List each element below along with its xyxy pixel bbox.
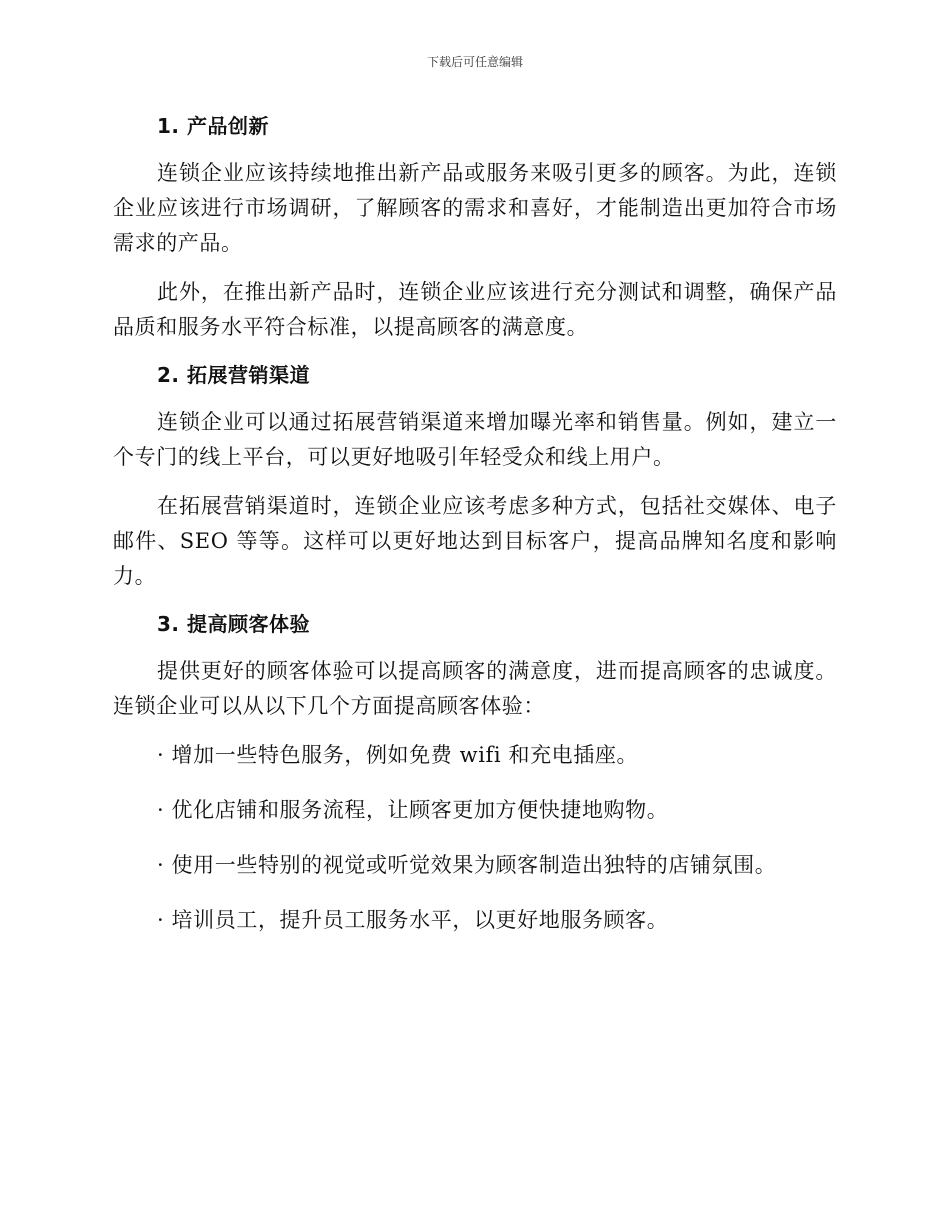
paragraph: 此外，在推出新产品时，连锁企业应该进行充分测试和调整，确保产品品质和服务水平符合标准，以提高顾客的满意度。 xyxy=(113,280,837,339)
page-header: 下载后可任意编辑 xyxy=(426,55,523,69)
section-heading-marketing-channels: 2. 拓展营销渠道 xyxy=(157,363,310,387)
paragraph: 连锁企业可以通过拓展营销渠道来增加曝光率和销售量。例如，建立一个专门的线上平台，可以更好地吸引年轻受众和线上用户。 xyxy=(113,410,837,469)
list-item: · 优化店铺和服务流程，让顾客更加方便快捷地购物。 xyxy=(157,798,669,822)
paragraph: 提供更好的顾客体验可以提高顾客的满意度，进而提高顾客的忠诚度。连锁企业可以从以下几个方面提高顾客体验： xyxy=(113,659,837,718)
list-item: · 增加一些特色服务，例如免费 wifi 和充电插座。 xyxy=(157,743,639,767)
document-body xyxy=(113,110,837,958)
section-heading-customer-experience: 3. 提高顾客体验 xyxy=(157,612,310,636)
list-item: · 使用一些特别的视觉或听觉效果为顾客制造出独特的店铺氛围。 xyxy=(157,853,777,877)
paragraph: 在拓展营销渠道时，连锁企业应该考虑多种方式，包括社交媒体、电子邮件、SEO 等等。这样可以更好地达到目标客户，提高品牌知名度和影响力。 xyxy=(113,494,837,588)
section-heading-product-innovation: 1. 产品创新 xyxy=(157,114,269,138)
list-item: · 培训员工，提升员工服务水平，以更好地服务顾客。 xyxy=(157,908,669,932)
paragraph: 连锁企业应该持续地推出新产品或服务来吸引更多的顾客。为此，连锁企业应该进行市场调研，了解顾客的需求和喜好，才能制造出更加符合市场需求的产品。 xyxy=(113,161,837,255)
